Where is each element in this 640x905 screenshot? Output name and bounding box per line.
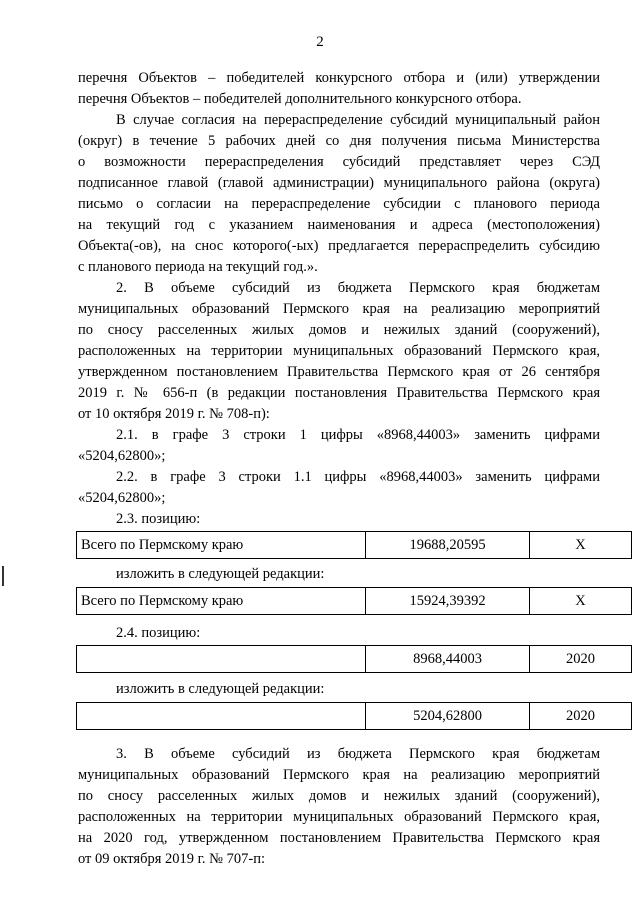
text-line: «5204,62800»;: [78, 448, 166, 464]
text-line: 2. В объеме субсидий из бюджета Пермского края бюджетам: [116, 280, 600, 296]
table-row: [77, 532, 632, 559]
text-line: В случае согласия на перераспределение субсидий муниципальный район: [116, 112, 600, 128]
table-cell: 2020: [530, 646, 632, 673]
text-line: от 10 октября 2019 г. № 708-п):: [78, 406, 270, 422]
table-cell: Всего по Пермскому краю: [77, 532, 366, 559]
position-table-old: [76, 645, 632, 673]
table-row: [77, 703, 632, 730]
text-line: утвержденном постановлением Правительства Пермского края от 26 сентября: [78, 364, 600, 380]
text-line: подписанное главой (главой администрации) муниципального района (округа): [78, 175, 600, 191]
text-line: на текущий год с указанием наименования и адреса (местоположения): [78, 217, 600, 233]
position-table-old: [76, 531, 632, 559]
text-line: 2019 г. № 656-п (в редакции постановления Правительства Пермского края: [78, 385, 600, 401]
page-number: 2: [316, 34, 324, 50]
text-line: письмо о согласии на перераспределение субсидии с планового периода: [78, 196, 600, 212]
text-line: (округ) в течение 5 рабочих дней со дня получения письма Министерства: [78, 133, 600, 149]
text-line: Объекта(-ов), на снос которого(-ых) предлагается перераспределить субсидию: [78, 238, 600, 254]
table-cell: 2020: [530, 703, 632, 730]
table-cell: 15924,39392: [366, 588, 530, 615]
table-cell: 8968,44003: [366, 646, 530, 673]
text-line: по сносу расселенных жилых домов и нежилых зданий (сооружений),: [78, 322, 600, 338]
text-line: 2.1. в графе 3 строки 1 цифры «8968,44003» заменить цифрами: [116, 427, 600, 443]
scan-edge-mark: [2, 566, 4, 586]
text-line: 2.3. позицию:: [116, 511, 201, 527]
table-cell: [77, 703, 366, 730]
text-line: расположенных на территории муниципальных образований Пермского края,: [78, 343, 600, 359]
text-line: 2.4. позицию:: [116, 625, 201, 641]
table-row: [77, 646, 632, 673]
text-line: 3. В объеме субсидий из бюджета Пермского края бюджетам: [116, 746, 600, 762]
text-line: перечня Объектов – победителей дополнительного конкурсного отбора.: [78, 91, 522, 107]
text-line: на 2020 год, утвержденном постановлением Правительства Пермского края: [78, 830, 600, 846]
text-line: муниципальных образований Пермского края на реализацию мероприятий: [78, 767, 600, 783]
text-line: от 09 октября 2019 г. № 707-п:: [78, 851, 265, 867]
table-cell: 19688,20595: [366, 532, 530, 559]
text-line: о возможности перераспределения субсидий представляет через СЭД: [78, 154, 600, 170]
text-line: 2.2. в графе 3 строки 1.1 цифры «8968,44003» заменить цифрами: [116, 469, 600, 485]
text-line: изложить в следующей редакции:: [116, 566, 325, 582]
table-cell: Х: [530, 588, 632, 615]
table-cell: [77, 646, 366, 673]
table-cell: Х: [530, 532, 632, 559]
table-cell: 5204,62800: [366, 703, 530, 730]
text-line: «5204,62800»;: [78, 490, 166, 506]
table-cell: Всего по Пермскому краю: [77, 588, 366, 615]
position-table-new: [76, 587, 632, 615]
text-line: расположенных на территории муниципальных образований Пермского края,: [78, 809, 600, 825]
text-line: с планового периода на текущий год.».: [78, 259, 318, 275]
text-line: перечня Объектов – победителей конкурсного отбора и (или) утверждении: [78, 70, 600, 86]
text-line: изложить в следующей редакции:: [116, 681, 325, 697]
text-line: муниципальных образований Пермского края на реализацию мероприятий: [78, 301, 600, 317]
text-line: по сносу расселенных жилых домов и нежилых зданий (сооружений),: [78, 788, 600, 804]
table-row: [77, 588, 632, 615]
position-table-new: [76, 702, 632, 730]
